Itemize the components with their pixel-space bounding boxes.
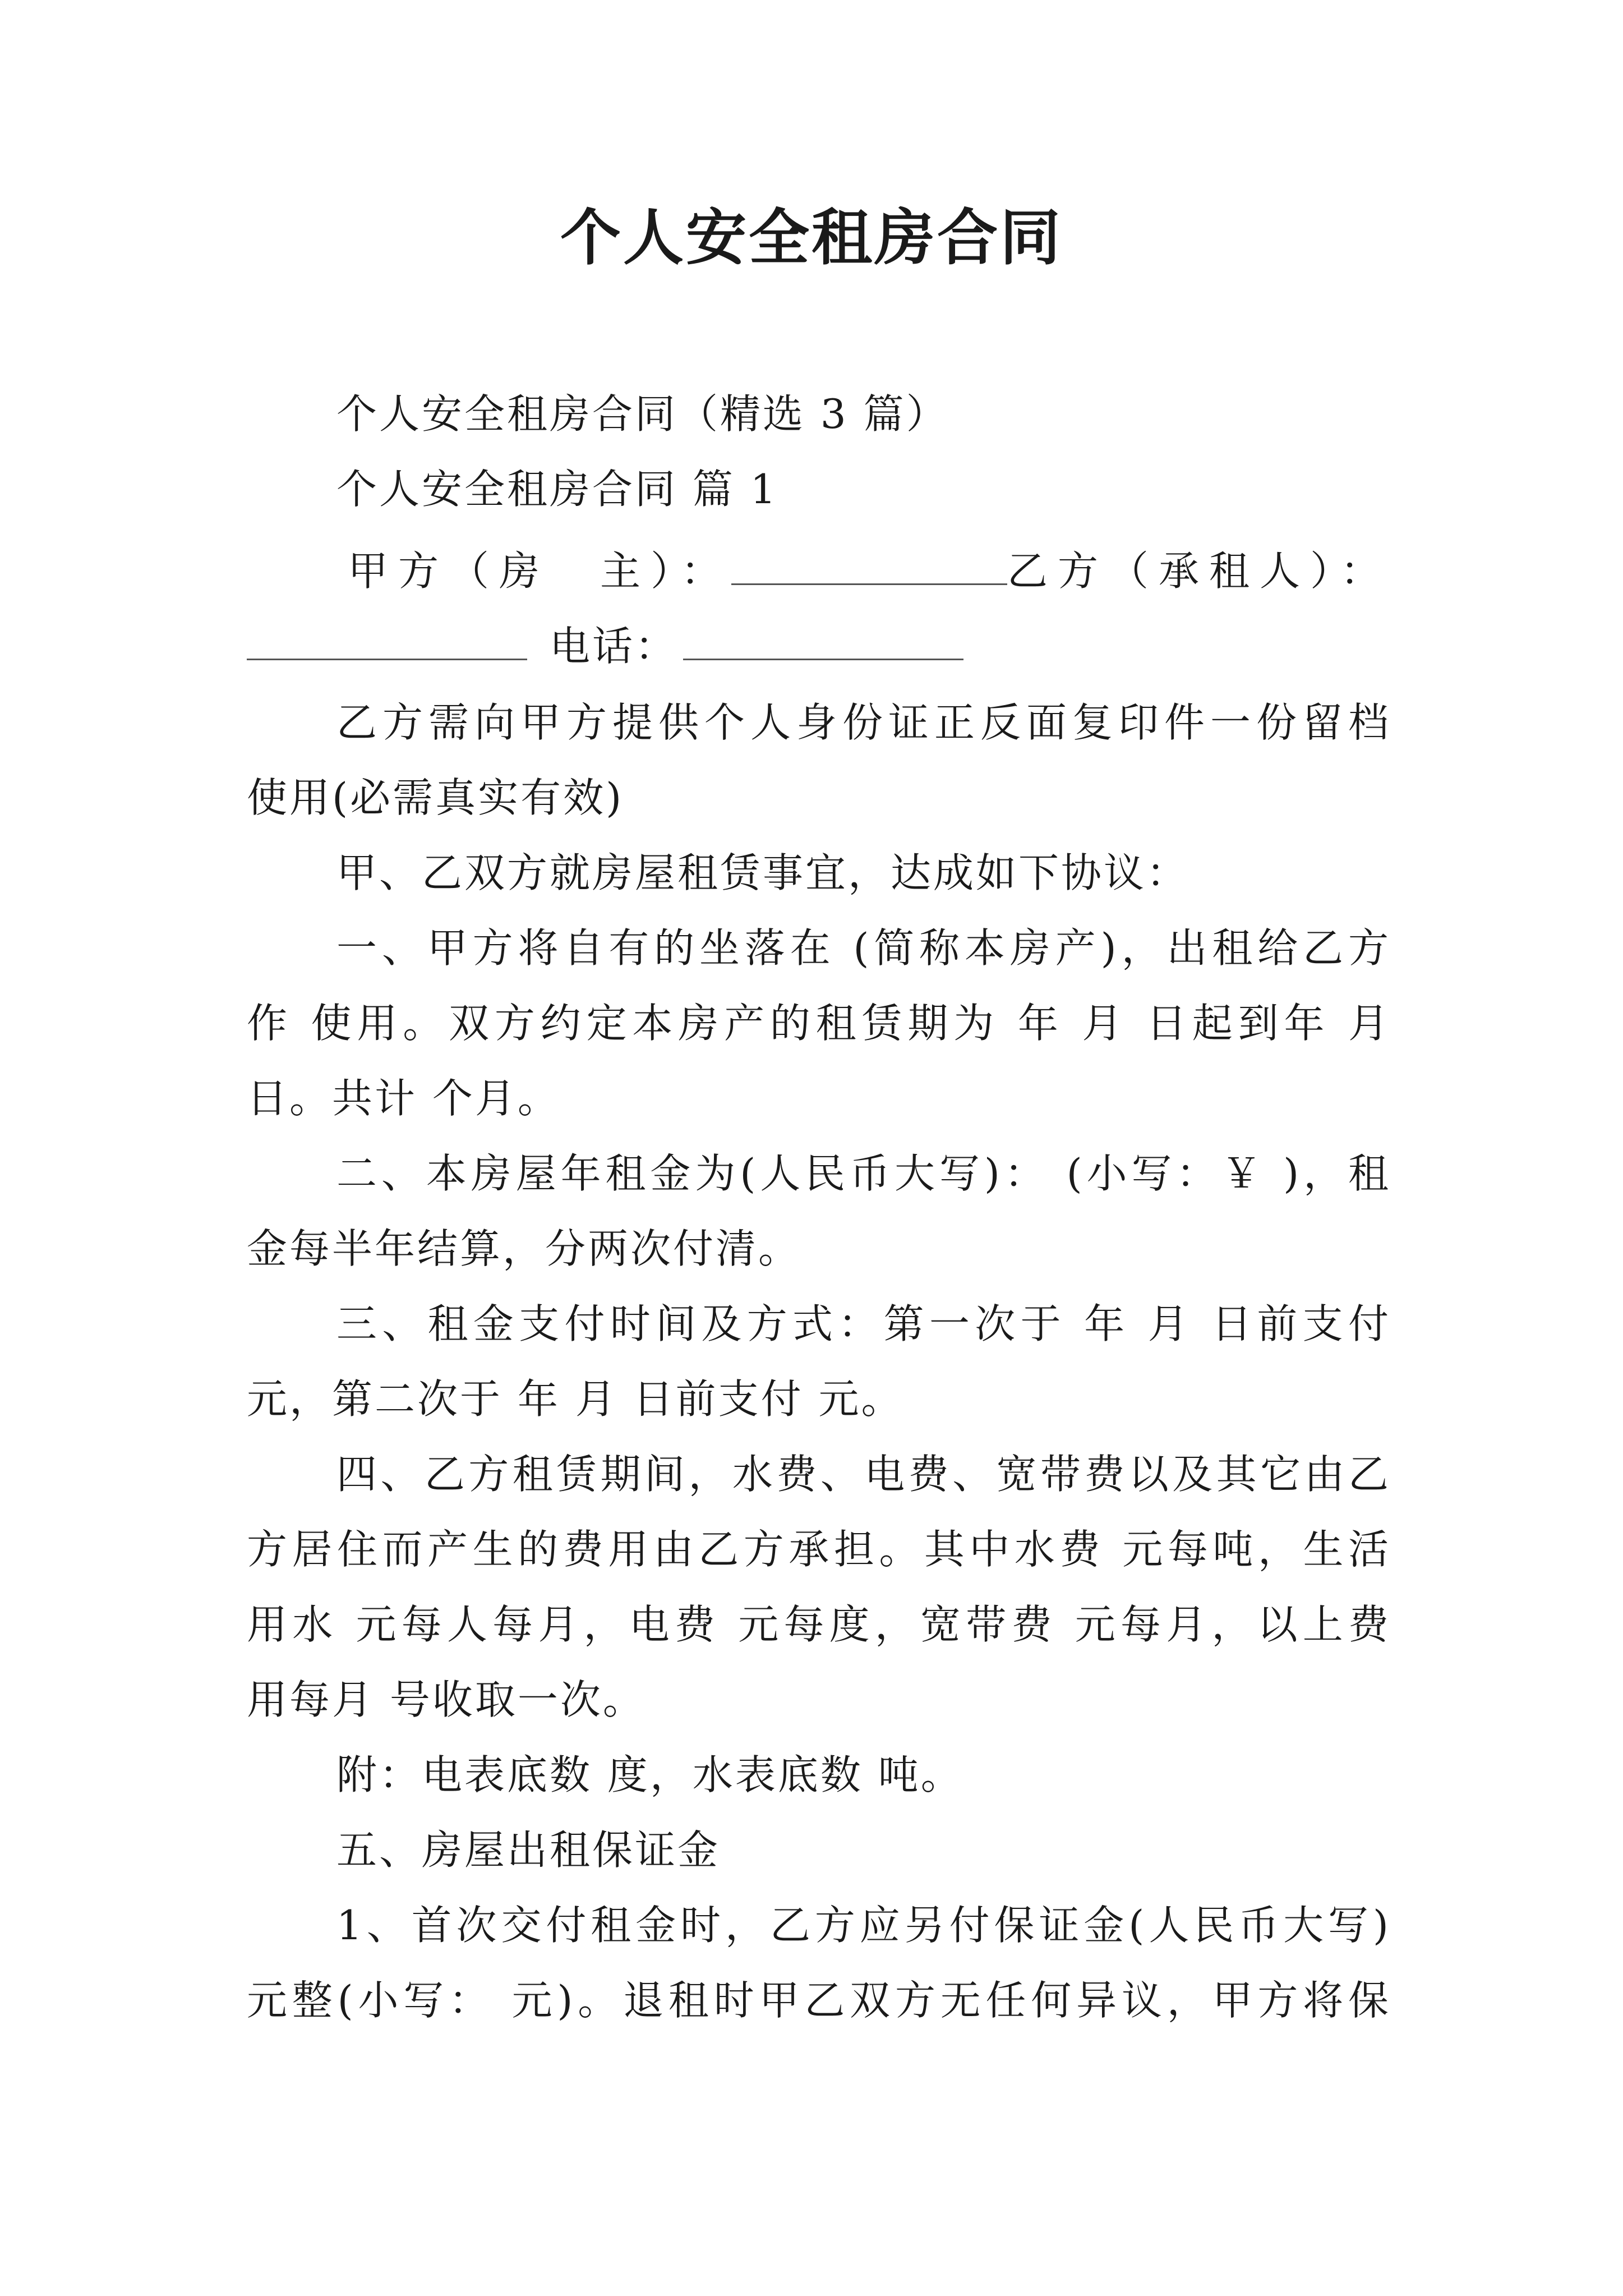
phone-row [247, 618, 963, 674]
party-b-blank[interactable] [247, 623, 527, 660]
document-subtitle: 个人安全租房合同（精选 3 篇） [336, 390, 949, 438]
phone-blank[interactable] [683, 623, 963, 660]
paragraph-line: 作 使用。双方约定本房产的租赁期为 年 月 日起到年 月 [247, 1000, 1391, 1047]
section-heading: 五、房屋出租保证金 [336, 1826, 721, 1874]
party-a-label: 甲方（房 主）： [348, 547, 732, 595]
paragraph-line: 用水 元每人每月，电费 元每度，宽带费 元每月，以上费 [247, 1601, 1391, 1648]
paragraph-line: 甲、乙双方就房屋租赁事宜，达成如下协议： [336, 849, 1189, 896]
paragraph-line: 三、租金支付时间及方式：第一次于 年 月 日前支付 [336, 1300, 1391, 1347]
paragraph-line: 四、乙方租赁期间，水费、电费、宽带费以及其它由乙 [336, 1451, 1391, 1498]
paragraph-line: 乙方需向甲方提供个人身份证正反面复印件一份留档 [336, 699, 1391, 746]
phone-label: 电话： [550, 623, 678, 670]
paragraph-line: 使用(必需真实有效) [247, 774, 624, 821]
party-a-blank[interactable] [731, 547, 1007, 585]
paragraph-line: 附：电表底数 度，水表底数 吨。 [336, 1751, 963, 1798]
party-row [348, 543, 1391, 599]
page-title: 个人安全租房合同 [560, 203, 1063, 273]
paragraph-line: 元整(小写： 元)。退租时甲乙双方无任何异议，甲方将保 [247, 1977, 1391, 2024]
part-heading: 个人安全租房合同 篇 1 [336, 466, 778, 513]
paragraph-line: 1、首次交付租金时，乙方应另付保证金(人民币大写) [336, 1902, 1391, 1949]
paragraph-line: 金每半年结算，分两次付清。 [247, 1225, 801, 1272]
paragraph-line: 一、甲方将自有的坐落在 (简称本房产)，出租给乙方 [336, 924, 1391, 972]
paragraph-line: 用每月 号收取一次。 [247, 1676, 645, 1723]
paragraph-line: 元，第二次于 年 月 日前支付 元。 [247, 1375, 904, 1423]
paragraph-line: 二、本房屋年租金为(人民币大写)： (小写：￥ )，租 [336, 1150, 1391, 1197]
paragraph-line: 日。共计 个月。 [247, 1075, 560, 1122]
party-b-label: 乙方（承租人）： [1007, 547, 1391, 595]
paragraph-line: 方居住而产生的费用由乙方承担。其中水费 元每吨，生活 [247, 1526, 1391, 1573]
